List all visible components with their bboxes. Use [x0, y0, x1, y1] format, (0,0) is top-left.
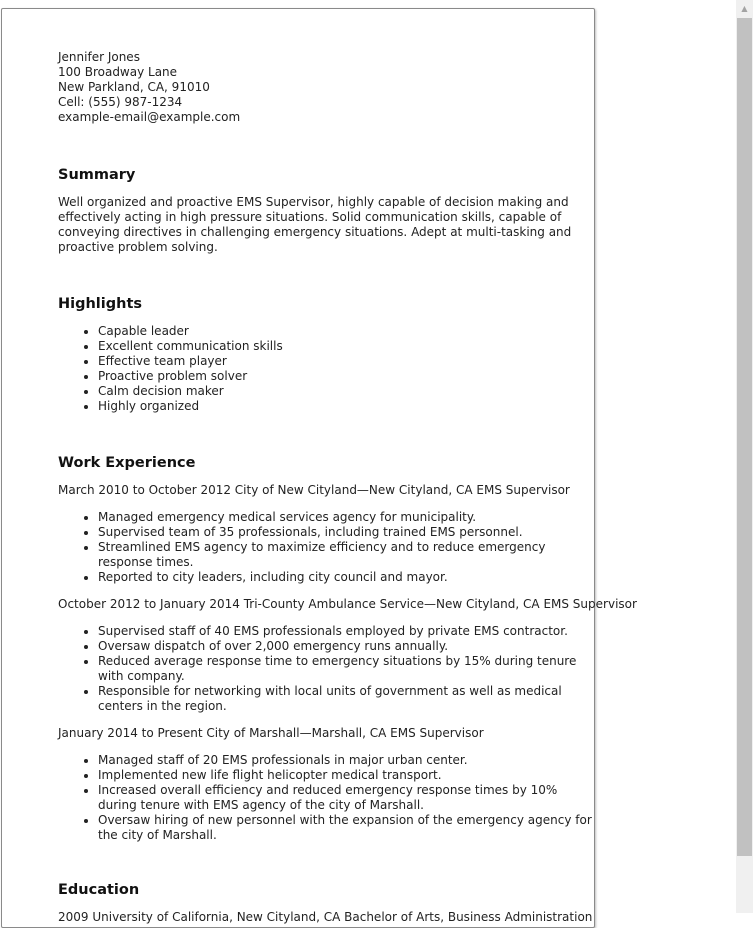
highlights-section — [58, 295, 596, 414]
summary-text: Well organized and proactive EMS Supervisor, highly capable of decision making and effectively acting in high pressure situations. Solid communication skills, capable of conveying directives in challenging emergency situations. Adept at multi-tasking and proactive problem solving. — [58, 195, 572, 254]
list-item: • Oversaw hiring of new personnel with the expansion of the emergency agency for the city of Marshall. — [98, 813, 592, 843]
job-duties-list — [58, 624, 592, 714]
job-header: March 2010 to October 2012 City of New Cityland—New Cityland, CA EMS Supervisor — [58, 483, 570, 497]
list-item: • Highly organized — [98, 399, 596, 414]
list-item: • Supervised team of 35 professionals, including trained EMS personnel. — [98, 525, 592, 540]
scrollbar-thumb[interactable] — [737, 18, 752, 856]
work-experience-heading: Work Experience — [58, 455, 196, 471]
resume-content — [58, 50, 637, 925]
contact-cell: Cell: (555) 987-1234 — [58, 95, 183, 109]
list-item: • Increased overall efficiency and reduced emergency response times by 10% during tenure with EMS agency of the city of Marshall. — [98, 783, 592, 813]
highlights-list — [58, 324, 596, 414]
job-entry — [58, 483, 596, 585]
list-item: • Implemented new life flight helicopter medical transport. — [98, 768, 592, 783]
education-heading: Education — [58, 882, 140, 898]
contact-city: New Parkland, CA, 91010 — [58, 80, 210, 94]
list-item: • Calm decision maker — [98, 384, 596, 399]
job-header: October 2012 to January 2014 Tri-County Ambulance Service—New Cityland, CA EMS Supervisor — [58, 597, 637, 611]
list-item: • Responsible for networking with local units of government as well as medical centers in the region. — [98, 684, 592, 714]
resume-page — [1, 8, 637, 928]
list-item: • Proactive problem solver — [98, 369, 596, 384]
list-item: • Reduced average response time to emergency situations by 15% during tenure with company. — [98, 654, 592, 684]
job-entry — [58, 726, 596, 843]
job-duties-list — [58, 510, 592, 585]
list-item: • Streamlined EMS agency to maximize efficiency and to reduce emergency response times. — [98, 540, 592, 570]
list-item: • Supervised staff of 40 EMS professionals employed by private EMS contractor. — [98, 624, 592, 639]
list-item: • Effective team player — [98, 354, 596, 369]
highlights-heading: Highlights — [58, 296, 143, 312]
education-text: 2009 University of California, New Cityland, CA Bachelor of Arts, Business Administration — [58, 910, 593, 924]
job-duties-list — [58, 753, 592, 843]
list-item: • Managed staff of 20 EMS professionals in major urban center. — [98, 753, 592, 768]
vertical-scrollbar[interactable] — [736, 0, 753, 913]
job-header: January 2014 to Present City of Marshall—Marshall, CA EMS Supervisor — [58, 726, 484, 740]
list-item: • Reported to city leaders, including city council and mayor. — [98, 570, 592, 585]
job-entry — [58, 597, 637, 714]
list-item: • Capable leader — [98, 324, 596, 339]
contact-name: Jennifer Jones — [58, 50, 140, 64]
scroll-up-arrow-icon[interactable]: ▲ — [741, 4, 748, 13]
summary-section — [58, 166, 596, 255]
list-item: • Oversaw dispatch of over 2,000 emergency runs annually. — [98, 639, 592, 654]
education-section — [58, 881, 596, 925]
summary-heading: Summary — [58, 167, 136, 183]
work-experience-section — [58, 454, 637, 843]
list-item: • Managed emergency medical services agency for municipality. — [98, 510, 592, 525]
contact-block — [58, 50, 596, 125]
contact-email: example-email@example.com — [58, 110, 241, 124]
list-item: • Excellent communication skills — [98, 339, 596, 354]
contact-address: 100 Broadway Lane — [58, 65, 178, 79]
